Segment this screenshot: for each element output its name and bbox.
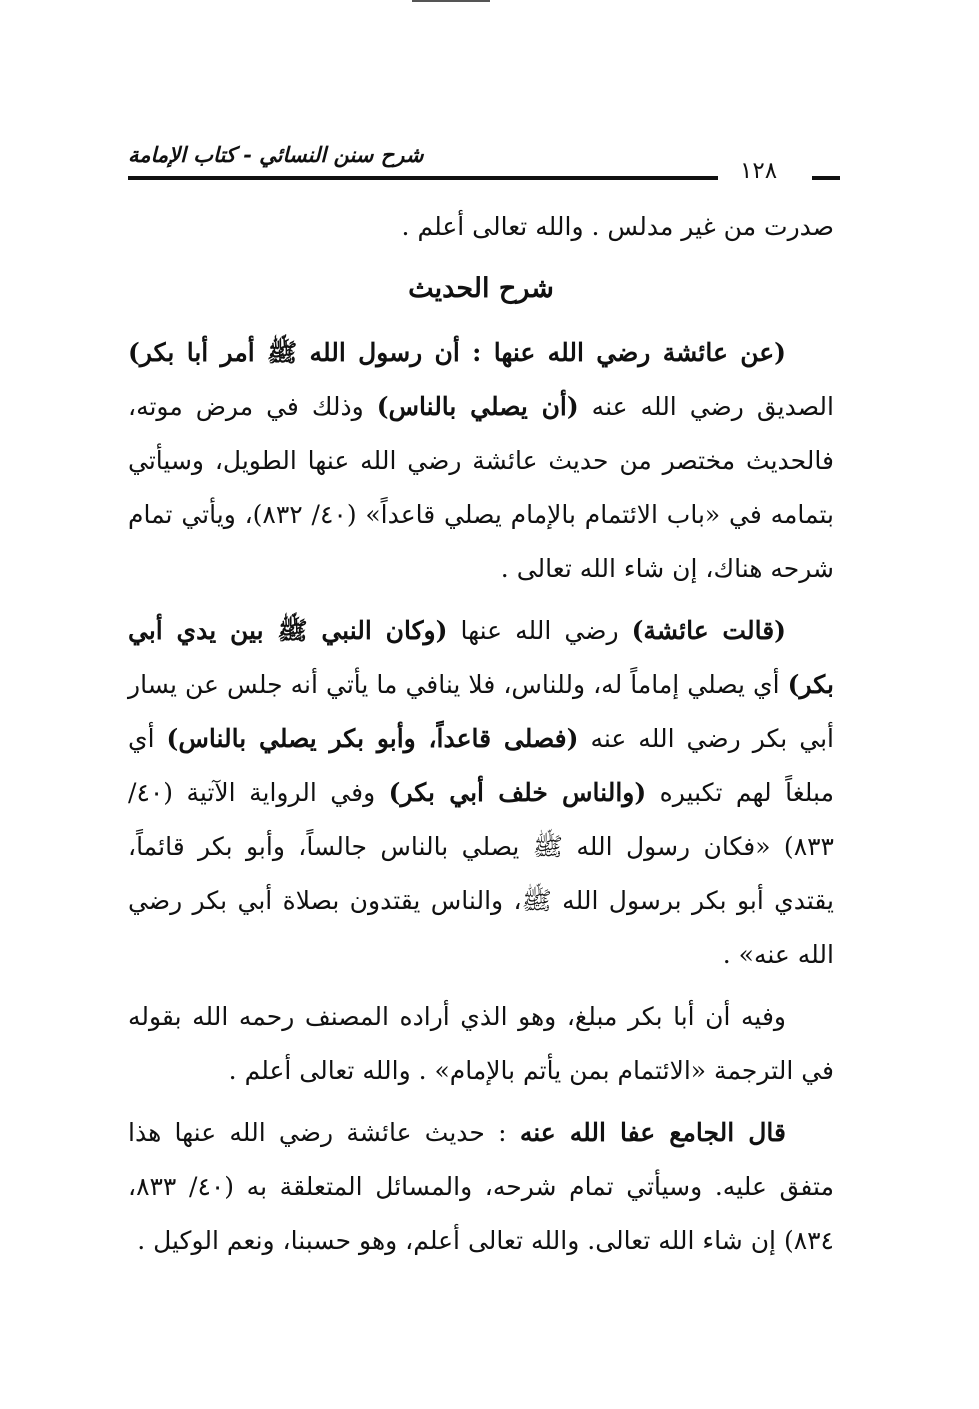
hadith-quote: (والناس خلف أبي بكر): [388, 778, 647, 807]
paragraph-text: : حديث عائشة رضي الله عنها هذا متفق عليه. وسيأتي تمام شرحه، والمسائل المتعلقة به (٤٠/ ٨٣٣، ٨٣٤) إن شاء الله تعالى. والله تعالى أعلم، وهو حسبنا، ونعم الوكيل .: [128, 1118, 834, 1255]
paragraph-3: وفيه أن أبا بكر مبلغ، وهو الذي أراده المصنف رحمه الله بقوله في الترجمة «الائتمام بمن يأتم بالإمام» . والله تعالى أعلم .: [128, 1002, 834, 1085]
paragraph-text: وذلك في مرض موته، فالحديث مختصر من حديث عائشة رضي الله عنها الطويل، وسيأتي بتمامه في «باب الائتمام بالإمام يصلي قاعداً» (٤٠/ ٨٣٢)، ويأتي تمام شرحه هناك، إن شاء الله تعالى .: [128, 392, 834, 583]
hadith-quote: (قالت عائشة): [631, 616, 786, 645]
page-number: ١٢٨: [740, 158, 778, 184]
hadith-quote: (عن عائشة رضي الله عنها : أن رسول الله ﷺ أمر أبا بكر): [128, 338, 786, 367]
section-title: شرح الحديث: [408, 273, 554, 304]
paragraph-4: [128, 1106, 834, 1268]
paragraph-text: وفي الرواية الآتية (٤٠/ ٨٣٣) «فكان رسول الله ﷺ يصلي بالناس جالساً، وأبو بكر قائماً، يقتدي أبو بكر برسول الله ﷺ، والناس يقتدون بصلاة أبي بكر رضي الله عنه» .: [128, 778, 834, 969]
hadith-quote: (وكان النبي ﷺ بين يدي أبي بكر): [128, 616, 834, 699]
hadith-quote: (فصلى قاعداً، وأبو بكر يصلي بالناس): [166, 724, 579, 753]
compiler-lead: قال الجامع عفا الله عنه: [519, 1118, 786, 1147]
paragraph-text: أي مبلغاً لهم تكبيره: [128, 724, 834, 807]
paragraph-text: الصديق رضي الله عنه: [578, 392, 834, 421]
page-header: [128, 140, 840, 188]
paragraph-text: رضي الله عنها: [447, 616, 632, 645]
paragraph-1: [128, 326, 834, 596]
paragraph-2: [128, 604, 834, 982]
paragraph-text: أي يصلي إماماً له، وللناس، فلا ينافي ما يأتي أنه جلس عن يسار أبي بكر رضي الله عنه: [128, 670, 834, 753]
opening-line: صدرت من غير مدلس . والله تعالى أعلم .: [401, 212, 834, 241]
running-title: شرح سنن النسائي - كتاب الإمامة: [128, 142, 424, 167]
header-rule: [128, 176, 718, 180]
hadith-quote: (أن يصلي بالناس): [376, 392, 579, 421]
page-body: [128, 200, 834, 1268]
page-number-dash: [812, 176, 840, 180]
top-edge-mark: [412, 0, 490, 2]
